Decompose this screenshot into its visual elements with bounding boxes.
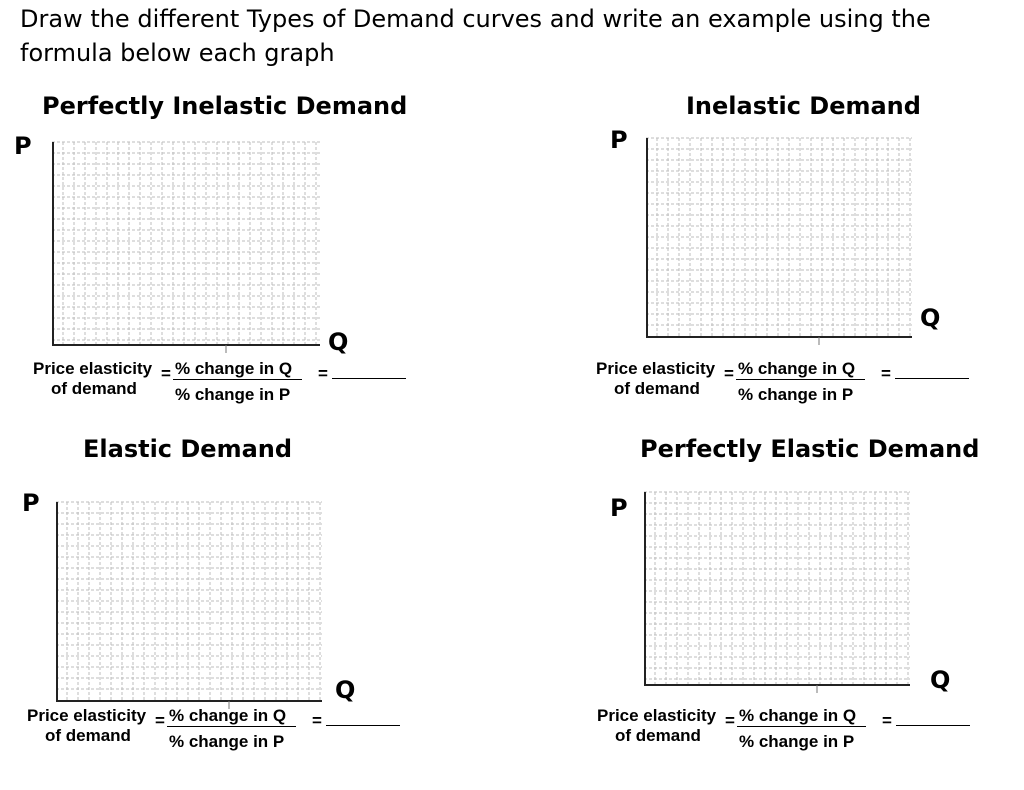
formula-equals: = [155, 711, 165, 730]
formula-equals: = [161, 364, 171, 383]
answer-blank[interactable] [326, 725, 400, 726]
answer-blank[interactable] [332, 378, 406, 379]
formula-denominator: % change in P [169, 732, 285, 751]
formula-equals: = [725, 711, 735, 730]
formula-numerator: % change in Q [173, 359, 302, 380]
y-axis-label: P [610, 494, 628, 522]
panel-title-perfectly-inelastic: Perfectly Inelastic Demand [42, 92, 408, 120]
panel-title-elastic: Elastic Demand [83, 435, 293, 463]
elasticity-formula [596, 359, 976, 405]
formula-denominator: % change in P [175, 385, 291, 404]
formula-equals-result: = [882, 711, 892, 730]
elasticity-formula [33, 359, 413, 405]
formula-equals-result: = [318, 364, 328, 383]
instructions-text: Draw the different Types of Demand curves and write an example using the formula below each graph [20, 5, 931, 67]
formula-label-line1: Price elasticity [597, 706, 717, 725]
formula-denominator: % change in P [739, 732, 855, 751]
formula-denominator: % change in P [738, 385, 854, 404]
drawing-grid[interactable] [644, 492, 910, 686]
drawing-grid[interactable] [646, 138, 912, 338]
x-axis-label: Q [920, 304, 941, 332]
elasticity-formula [27, 706, 407, 752]
x-axis-label: Q [328, 328, 349, 356]
formula-numerator: % change in Q [737, 706, 866, 727]
formula-numerator: % change in Q [736, 359, 865, 380]
formula-equals: = [724, 364, 734, 383]
y-axis-label: P [14, 132, 32, 160]
answer-blank[interactable] [896, 725, 970, 726]
y-axis-label: P [610, 126, 628, 154]
formula-label-line2: of demand [45, 726, 131, 745]
panel-title-perfectly-elastic: Perfectly Elastic Demand [640, 435, 980, 463]
y-axis-label: P [22, 489, 40, 517]
formula-numerator: % change in Q [167, 706, 296, 727]
formula-label-line1: Price elasticity [33, 359, 153, 378]
formula-label-line2: of demand [614, 379, 700, 398]
answer-blank[interactable] [895, 378, 969, 379]
formula-label-line1: Price elasticity [27, 706, 147, 725]
formula-equals-result: = [881, 364, 891, 383]
panel-title-inelastic: Inelastic Demand [686, 92, 921, 120]
drawing-grid[interactable] [56, 502, 322, 702]
x-axis-label: Q [335, 676, 356, 704]
formula-label-line1: Price elasticity [596, 359, 716, 378]
formula-equals-result: = [312, 711, 322, 730]
elasticity-formula [597, 706, 977, 752]
drawing-grid[interactable] [52, 142, 320, 346]
formula-label-line2: of demand [51, 379, 137, 398]
x-axis-label: Q [930, 666, 951, 694]
formula-label-line2: of demand [615, 726, 701, 745]
